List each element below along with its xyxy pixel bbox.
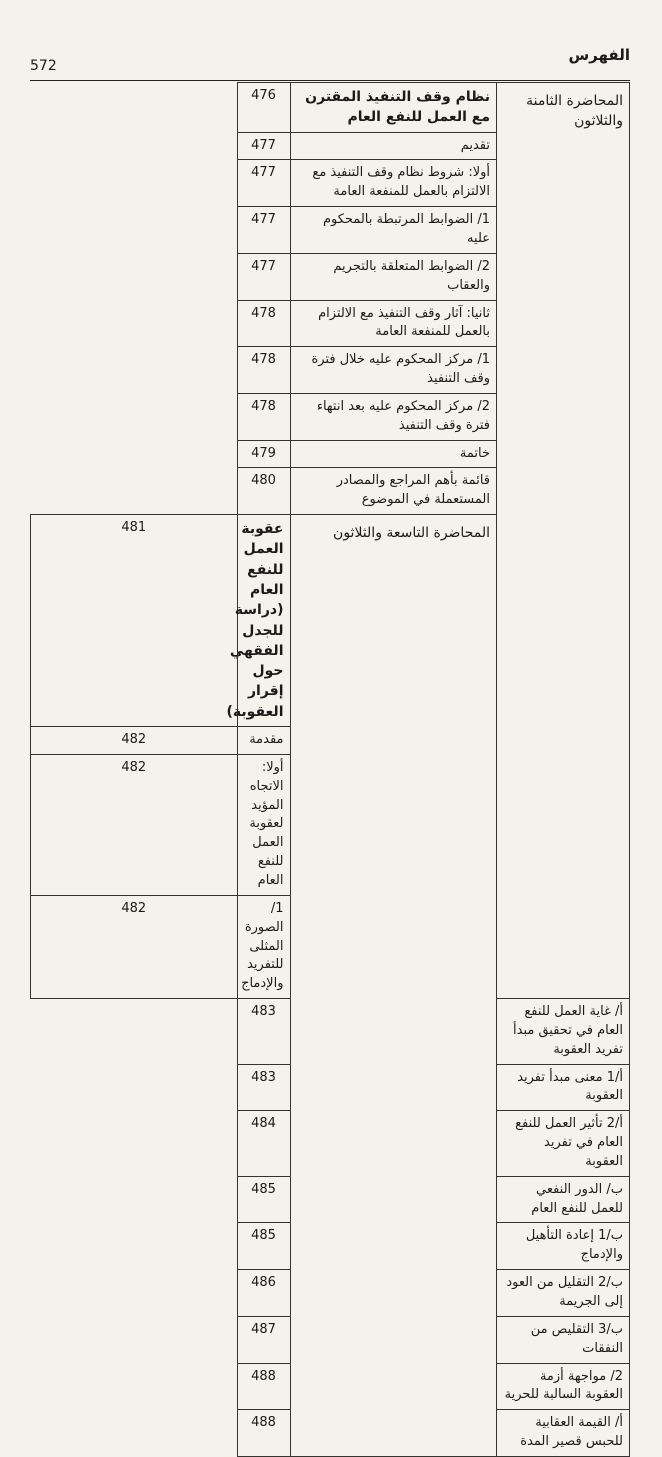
page-cell: 477 [237, 207, 290, 254]
page-cell: 487 [237, 1316, 290, 1363]
topic-cell: قائمة بأهم المراجع والمصادر المستعملة في الموضوع [290, 468, 497, 515]
page-cell: 485 [237, 1223, 290, 1270]
page-cell: 486 [237, 1270, 290, 1317]
page-cell: 483 [237, 999, 290, 1065]
page-cell: 477 [237, 253, 290, 300]
page-number: 572 [30, 58, 57, 74]
page-cell: 478 [237, 347, 290, 394]
page-cell: 485 [237, 1176, 290, 1223]
page-cell: 488 [237, 1363, 290, 1410]
page-cell: 482 [31, 727, 238, 755]
topic-cell: أ/1 معنى مبدأ تفريد العقوبة [497, 1064, 630, 1111]
topic-cell: ثانيا: آثار وقف التنفيذ مع الالتزام بالعمل للمنفعة العامة [290, 300, 497, 347]
topic-cell: ب/ الدور النفعي للعمل للنفع العام [497, 1176, 630, 1223]
page-cell: 477 [237, 132, 290, 160]
topic-cell: ب/1 إعادة التأهيل والإدماج [497, 1223, 630, 1270]
page-cell: 479 [237, 440, 290, 468]
page-cell: 478 [237, 393, 290, 440]
index-table [30, 82, 630, 1457]
page-cell: 477 [237, 160, 290, 207]
page-cell: 482 [31, 754, 238, 895]
page-cell: 484 [237, 1111, 290, 1177]
topic-cell: ب/3 التقليص من النفقات [497, 1316, 630, 1363]
index-row [31, 83, 630, 133]
lecture-cell: المحاضرة التاسعة والثلاثون [290, 515, 497, 1457]
topic-cell: ب/2 التقليل من العود إلى الجريمة [497, 1270, 630, 1317]
topic-cell: 1/ مركز المحكوم عليه خلال فترة وقف التنفيذ [290, 347, 497, 394]
topic-cell: مقدمة [237, 727, 290, 755]
page-cell: 481 [31, 515, 238, 727]
index-title: الفهرس [568, 46, 630, 64]
topic-cell: نظام وقف التنفيذ المقترن مع العمل للنفع العام [290, 83, 497, 133]
lecture-cell: المحاضرة الثامنة والثلاثون [497, 83, 630, 999]
header-divider [30, 80, 630, 81]
topic-cell: خاتمة [290, 440, 497, 468]
topic-cell: 2/ مركز المحكوم عليه بعد انتهاء فترة وقف التنفيذ [290, 393, 497, 440]
page-cell: 478 [237, 300, 290, 347]
topic-cell: أ/ غاية العمل للنفع العام في تحقيق مبدأ تفريد العقوبة [497, 999, 630, 1065]
topic-cell: أولا: الاتجاه المؤيد لعقوبة العمل للنفع العام [237, 754, 290, 895]
page-cell: 482 [31, 895, 238, 998]
topic-cell: 1/ الصورة المثلى للتفريد والإدماج [237, 895, 290, 998]
topic-cell: 2/ الضوابط المتعلقة بالتجريم والعقاب [290, 253, 497, 300]
topic-cell: 2/ مواجهة أزمة العقوبة السالبة للحرية [497, 1363, 630, 1410]
page-cell: 488 [237, 1410, 290, 1457]
page-cell: 483 [237, 1064, 290, 1111]
page-cell: 476 [237, 83, 290, 133]
topic-cell: أولا: شروط نظام وقف التنفيذ مع الالتزام بالعمل للمنفعة العامة [290, 160, 497, 207]
topic-cell: 1/ الضوابط المرتبطة بالمحكوم عليه [290, 207, 497, 254]
topic-cell: عقوبة العمل للنفع العام (دراسة للجدل الفقهي حول إقرار العقوبة) [237, 515, 290, 727]
page-cell: 480 [237, 468, 290, 515]
topic-cell: تقديم [290, 132, 497, 160]
topic-cell: أ/ القيمة العقابية للحبس قصير المدة [497, 1410, 630, 1457]
topic-cell: أ/2 تأثير العمل للنفع العام في تفريد العقوبة [497, 1111, 630, 1177]
